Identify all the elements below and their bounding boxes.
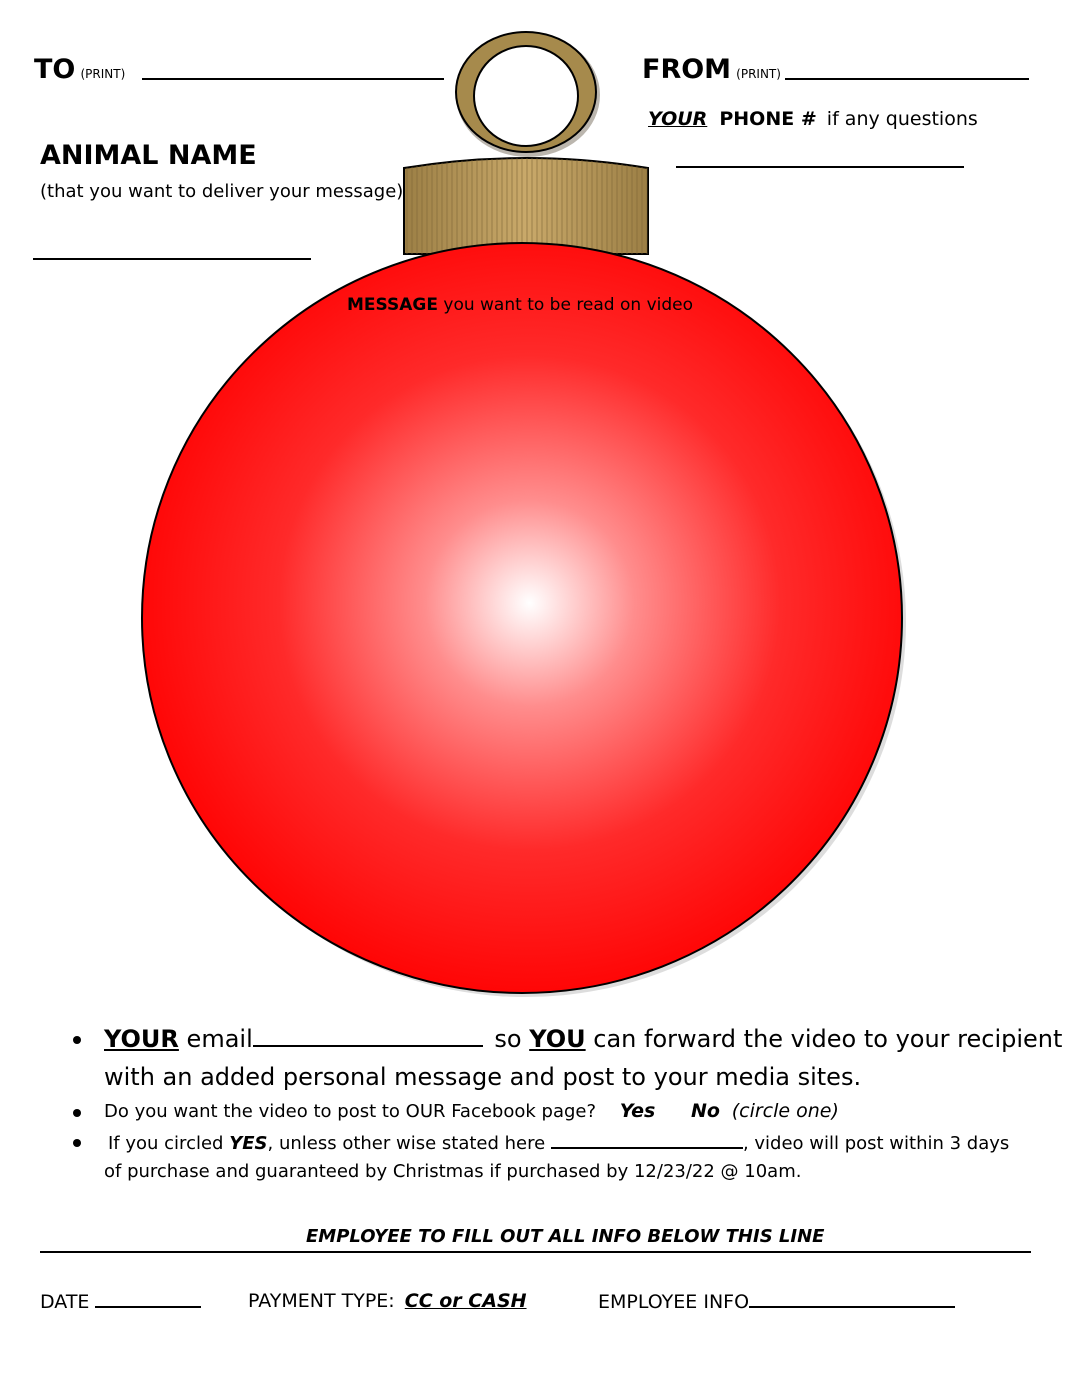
to-field — [34, 54, 125, 85]
email-label: email — [186, 1025, 253, 1053]
phone-input-line[interactable] — [676, 166, 964, 168]
animal-name-subtitle: (that you want to deliver your message) — [40, 181, 404, 202]
fb-yes-option[interactable]: Yes — [619, 1100, 656, 1122]
circled-mid: , unless other wise stated here — [267, 1133, 546, 1154]
circled-input-line[interactable] — [551, 1131, 743, 1149]
email-line-2: with an added personal message and post to your media sites. — [104, 1063, 862, 1091]
date-input-line[interactable] — [95, 1290, 201, 1308]
message-rest: you want to be read on video — [443, 295, 694, 315]
employee-info-field — [598, 1290, 955, 1313]
email-so: so — [494, 1025, 522, 1053]
fb-circle-hint: (circle one) — [731, 1100, 839, 1122]
phone-your: YOUR — [648, 108, 708, 130]
circled-pre: If you circled — [108, 1133, 224, 1154]
bullet-facebook — [73, 1109, 81, 1117]
message-area[interactable] — [200, 330, 844, 930]
animal-name-title: ANIMAL NAME — [40, 140, 257, 171]
animal-name-input-line[interactable] — [33, 258, 311, 260]
circled-post: , video will post within 3 days — [742, 1133, 1010, 1154]
bullet-circled — [73, 1139, 81, 1147]
email-input-line[interactable] — [253, 1025, 483, 1047]
from-input-line[interactable] — [785, 78, 1029, 80]
employee-info-input-line[interactable] — [749, 1290, 955, 1308]
circled-line-1 — [108, 1131, 1009, 1154]
email-line-1 — [104, 1025, 1062, 1053]
ornament-cap — [404, 158, 648, 254]
phone-label-text: PHONE # — [719, 108, 817, 130]
employee-heading: EMPLOYEE TO FILL OUT ALL INFO BELOW THIS LINE — [306, 1226, 825, 1247]
payment-value[interactable]: CC or CASH — [404, 1290, 527, 1312]
payment-label: PAYMENT TYPE: — [248, 1290, 395, 1312]
payment-field — [248, 1290, 527, 1312]
date-label: DATE — [40, 1291, 90, 1313]
bullet-email — [73, 1036, 81, 1044]
message-bold: MESSAGE — [347, 295, 438, 315]
date-field — [40, 1290, 201, 1313]
fb-question-text: Do you want the video to post to OUR Facebook page? — [104, 1101, 597, 1122]
circled-yes: YES — [229, 1133, 268, 1154]
ornament-ring — [456, 32, 600, 157]
phone-label — [648, 108, 978, 130]
to-input-line[interactable] — [142, 78, 444, 80]
employee-divider — [40, 1251, 1031, 1253]
phone-rest: if any questions — [826, 108, 978, 130]
to-hint: (PRINT) — [80, 67, 126, 81]
to-label: TO — [34, 54, 76, 85]
email-you: YOU — [529, 1025, 586, 1053]
from-label: FROM — [642, 54, 732, 85]
message-label — [347, 295, 693, 315]
facebook-question — [104, 1100, 839, 1122]
from-hint: (PRINT) — [736, 67, 781, 81]
fb-no-option[interactable]: No — [691, 1100, 720, 1122]
from-field — [642, 54, 781, 85]
circled-line-2: of purchase and guaranteed by Christmas if purchased by 12/23/22 @ 10am. — [104, 1161, 802, 1182]
email-your: YOUR — [104, 1025, 179, 1053]
email-rest: can forward the video to your recipient — [593, 1025, 1063, 1053]
employee-info-label: EMPLOYEE INFO — [598, 1291, 750, 1313]
